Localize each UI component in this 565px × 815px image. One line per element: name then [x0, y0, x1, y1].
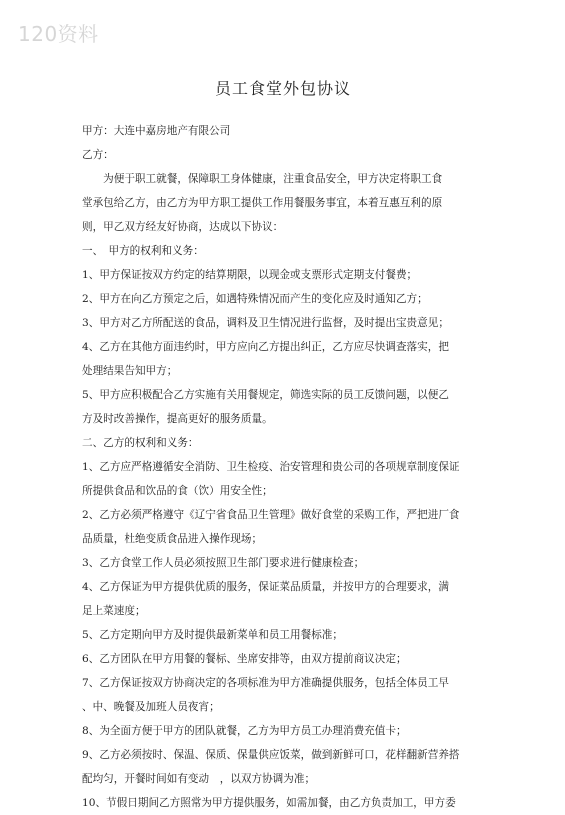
text-line: 5、乙方定期向甲方及时提供最新菜单和员工用餐标准；	[82, 629, 343, 641]
text-line: 8、为全面方便于甲方的团队就餐，乙方为甲方员工办理消费充值卡；	[82, 725, 407, 737]
text-line: 品质量，杜绝变质食品进入操作现场；	[82, 533, 263, 545]
text-line: 2、乙方必须严格遵守《辽宁省食品卫生管理》做好食堂的采购工作，严把进厂食	[82, 509, 460, 521]
text-line: 1、甲方保证按双方约定的结算期限，以现金或支票形式定期支付餐费；	[82, 269, 418, 281]
text-line: 4、乙方保证为甲方提供优质的服务，保证菜品质量，并按甲方的合理要求，满	[82, 581, 449, 593]
text-line: 10、节假日期间乙方照常为甲方提供服务，如需加餐，由乙方负责加工，甲方委	[82, 797, 456, 809]
text-line: 7、乙方保证按双方协商决定的各项标准为甲方准确提供服务，包括全体员工早	[82, 677, 449, 689]
text-line: 一、 甲方的权利和义务：	[82, 245, 204, 257]
document-title: 员工食堂外包协议	[214, 79, 351, 98]
text-line: 处理结果告知甲方；	[82, 365, 178, 377]
document-page	[82, 76, 484, 815]
text-line: 2、甲方在向乙方预定之后，如遇特殊情况而产生的变化应及时通知乙方；	[82, 293, 428, 305]
text-line: 足上菜速度；	[82, 605, 146, 617]
text-line: 则，甲乙双方经友好协商，达成以下协议：	[82, 221, 284, 233]
text-line: 1、乙方应严格遵循安全消防、卫生检疫、治安管理和贵公司的各项规章制度保证	[82, 461, 460, 473]
text-line: 、中、晚餐及加班人员夜宵；	[82, 701, 220, 713]
text-line: 为便于职工就餐，保障职工身体健康，注重食品安全，甲方决定将职工食	[82, 173, 443, 185]
document-body	[82, 119, 484, 815]
text-line: 二、乙方的权利和义务：	[82, 437, 199, 449]
text-line: 甲方：大连中嘉房地产有限公司	[82, 125, 231, 137]
text-line: 所提供食品和饮品的食（饮）用安全性；	[82, 485, 273, 497]
text-line: 方及时改善操作，提高更好的服务质量。	[82, 413, 273, 425]
text-line: 乙方：	[82, 149, 114, 161]
text-line: 5、甲方应积极配合乙方实施有关用餐规定，筛选实际的员工反馈问题，以便乙	[82, 389, 449, 401]
text-line: 3、甲方对乙方所配送的食品，调料及卫生情况进行监督，及时提出宝贵意见；	[82, 317, 449, 329]
text-line: 3、乙方食堂工作人员必须按照卫生部门要求进行健康检查；	[82, 557, 365, 569]
text-line: 9、乙方必须按时、保温、保质、保量供应饭菜，做到新鲜可口，花样翻新营养搭	[82, 749, 460, 761]
text-line: 配均匀，开餐时间如有变动 ，以双方协调为准；	[82, 773, 316, 785]
text-line: 堂承包给乙方，由乙方为甲方职工提供工作用餐服务事宜，本着互惠互利的原	[82, 197, 443, 209]
watermark: 120资料	[18, 22, 99, 46]
text-line: 6、乙方团队在甲方用餐的餐标、坐席安排等，由双方提前商议决定；	[82, 653, 407, 665]
text-line: 4、乙方在其他方面违约时，甲方应向乙方提出纠正，乙方应尽快调查落实，把	[82, 341, 449, 353]
